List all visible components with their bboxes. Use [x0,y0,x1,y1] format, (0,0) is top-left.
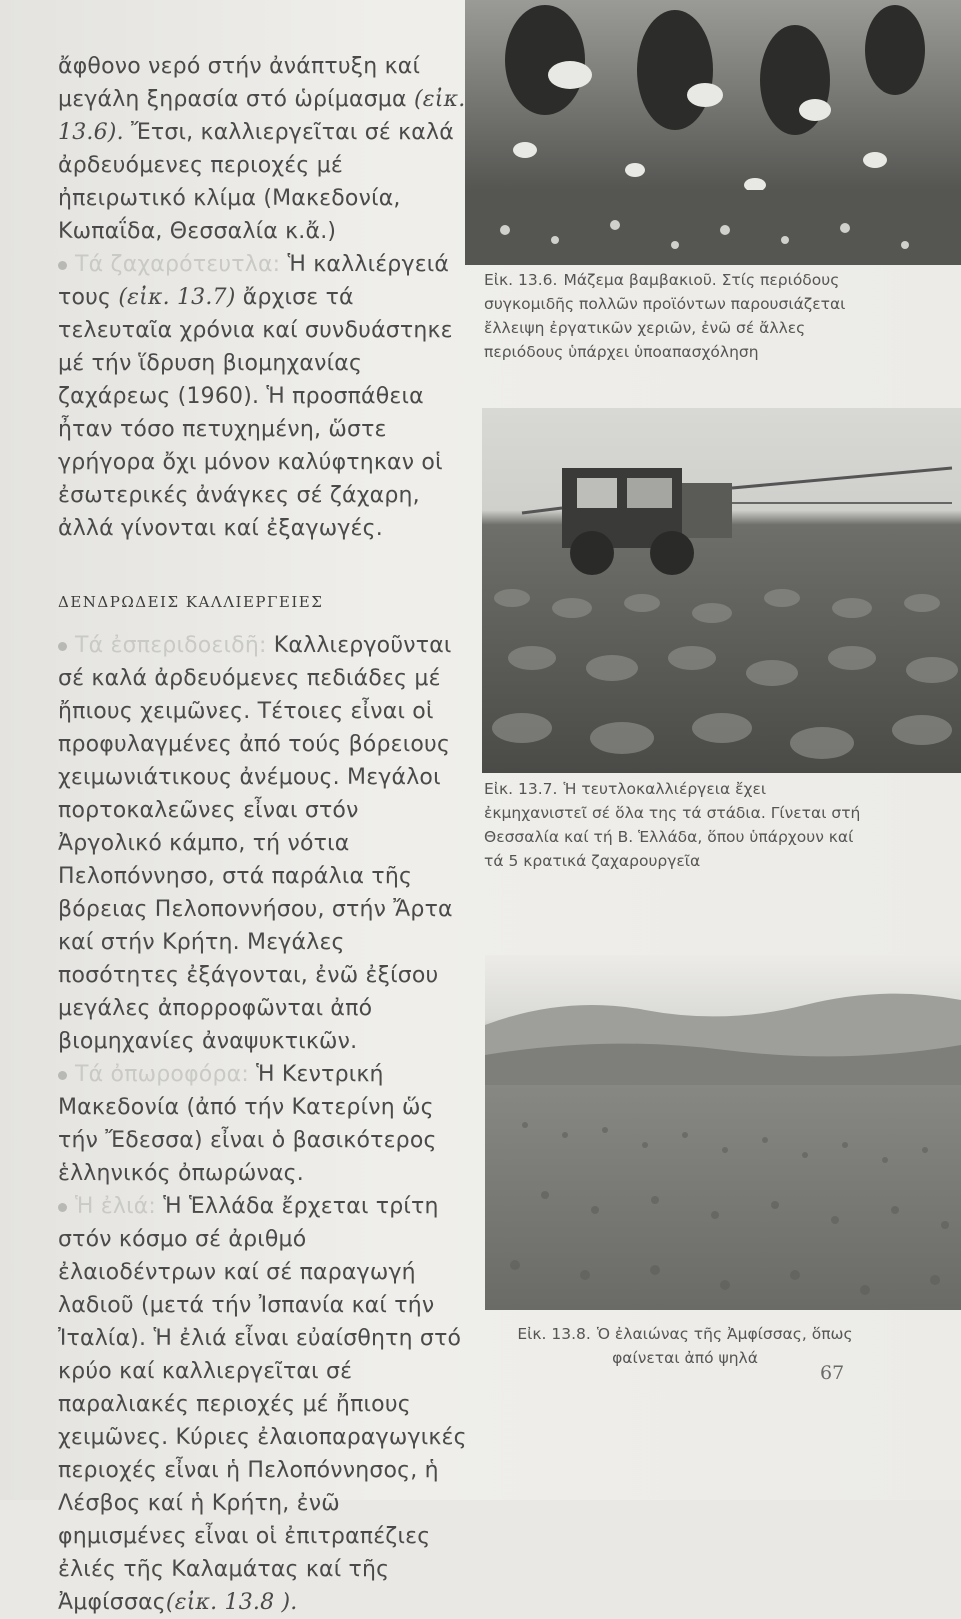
bullet-icon [58,642,67,651]
photo-sugar-beet-image [482,408,961,773]
figure-ref: (εἰκ. 13.6). [58,87,466,145]
term-fruit-trees: Τά ὀπωροφόρα: [75,1062,249,1087]
bullet-icon [58,1071,67,1080]
term-olive: Ἡ ἐλιά: [75,1194,157,1219]
caption-fig-13-6 [484,268,864,364]
caption-text: Ὁ ἐλαιώνας τῆς Ἀμφίσσας, ὅπως φαίνεται ἀπό ψηλά [596,1325,853,1367]
text-column [58,50,468,1619]
figure-ref: (εἰκ. 13.7) [118,285,236,310]
term-sugar-beet: Τά ζαχαρότευτλα: [75,252,281,277]
photo-olive-grove-image [485,955,961,1310]
paragraph-cotton: ἄφθονο νερό στήν ἀνάπτυξη καί μεγάλη ξηρασία στό ὡρίμασμα (εἰκ. 13.6). Ἔτσι, καλλιεργεῖται σέ καλά ἀρδευόμενες περιοχές μέ ἠπειρωτικό κλίμα (Μακεδονία, Κωπαΐδα, Θεσσαλία κ.ἄ.) [58,54,466,244]
caption-label: Εἰκ. 13.7. [484,780,558,798]
caption-label: Εἰκ. 13.8. [517,1325,591,1343]
caption-fig-13-8 [495,1322,875,1370]
paragraph-fruit-trees: Τά ὀπωροφόρα: Ἡ Κεντρική Μακεδονία (ἀπό τήν Κατερίνη ὥς τήν Ἔδεσσα) εἶναι ὁ βασικότερος ἑλληνικός ὀπωρώνας. [58,1062,437,1186]
caption-label: Εἰκ. 13.6. [484,271,558,289]
caption-text: Ἡ τευτλοκαλλιέργεια ἔχει ἐκμηχανιστεῖ σέ ὅλα της τά στάδια. Γίνεται στή Θεσσαλία καί τή Β. Ἑλλάδα, ὅπου ὑπάρχουν καί τά 5 κρατικά ζαχαρουργεῖα [484,780,861,870]
photo-sugar-beet-tractor [482,408,961,773]
section-heading: ΔΕΝΔΡΩΔΕΙΣ ΚΑΛΛΙΕΡΓΕΙΕΣ [58,593,324,611]
page-number: 67 [820,1362,845,1384]
photo-olive-grove [485,955,961,1310]
paragraph-olive: Ἡ ἐλιά: Ἡ Ἑλλάδα ἔρχεται τρίτη στόν κόσμο σέ ἀριθμό ἐλαιοδέντρων καί σέ παραγωγή λαδιοῦ (μετά τήν Ἰσπανία καί τήν Ἰταλία). Ἡ ἐλιά εἶναι εὐαίσθητη στό κρύο καί καλλιεργεῖται σέ παραλιακές περιοχές μέ ἤπιους χειμῶνες. Κύριες ἐλαιοπαραγωγικές περιοχές εἶναι ἡ Πελοπόννησος, ἡ Λέσβος καί ἡ Κρήτη, ἐνῶ φημισμένες εἶναι οἱ ἐπιτραπέζιες ἐλιές τῆς Καλαμάτας καί τῆς Ἀμφίσσας(εἰκ. 13.8 ). [58,1194,467,1615]
term-citrus: Τά ἐσπεριδοειδῆ: [75,633,267,658]
paragraph-sugar-beet: Τά ζαχαρότευτλα: Ἡ καλλιέργειά τους (εἰκ. 13.7) ἄρχισε τά τελευταῖα χρόνια καί συνδυάστηκε μέ τήν ἵδρυση βιομηχανίας ζαχάρεως (1960). Ἡ προσπάθεια ἦταν τόσο πετυχημένη, ὥστε γρήγορα ὄχι μόνον καλύφτηκαν οἱ ἐσωτερικές ἀνάγκες σέ ζάχαρη, ἀλλά γίνονται καί ἐξαγωγές. [58,252,453,541]
figure-ref: (εἰκ. 13.8 ). [165,1590,298,1615]
caption-fig-13-7 [484,777,864,873]
caption-text: Μάζεμα βαμβακιοῦ. Στίς περιόδους συγκομιδῆς πολλῶν προϊόντων παρουσιάζεται ἔλλειψη ἐργατικῶν χεριῶν, ἐνῶ σέ ἄλλες περιόδους ὑπάρχει ὑποαπασχόληση [484,271,846,361]
photo-cotton-harvest [465,0,961,265]
paragraph-citrus: Τά ἐσπεριδοειδῆ: Καλλιεργοῦνται σέ καλά ἀρδευόμενες πεδιάδες μέ ἤπιους χειμῶνες. Τέτοιες εἶναι οἱ προφυλαγμένες ἀπό τούς βόρειους χειμωνιάτικους ἀνέμους. Μεγάλοι πορτοκαλεῶνες εἶναι στόν Ἀργολικό κάμπο, τή νότια Πελοπόννησο, στά παράλια τῆς βόρειας Πελοποννήσου, στήν Ἄρτα καί στήν Κρήτη. Μεγάλες ποσότητες ἐξάγονται, ἐνῶ ἐξίσου μεγάλες ἀπορροφῶνται ἀπό βιομηχανίες ἀναψυκτικῶν. [58,633,453,1054]
photo-cotton-harvest-image [465,0,961,265]
bullet-icon [58,261,67,270]
bullet-icon [58,1203,67,1212]
